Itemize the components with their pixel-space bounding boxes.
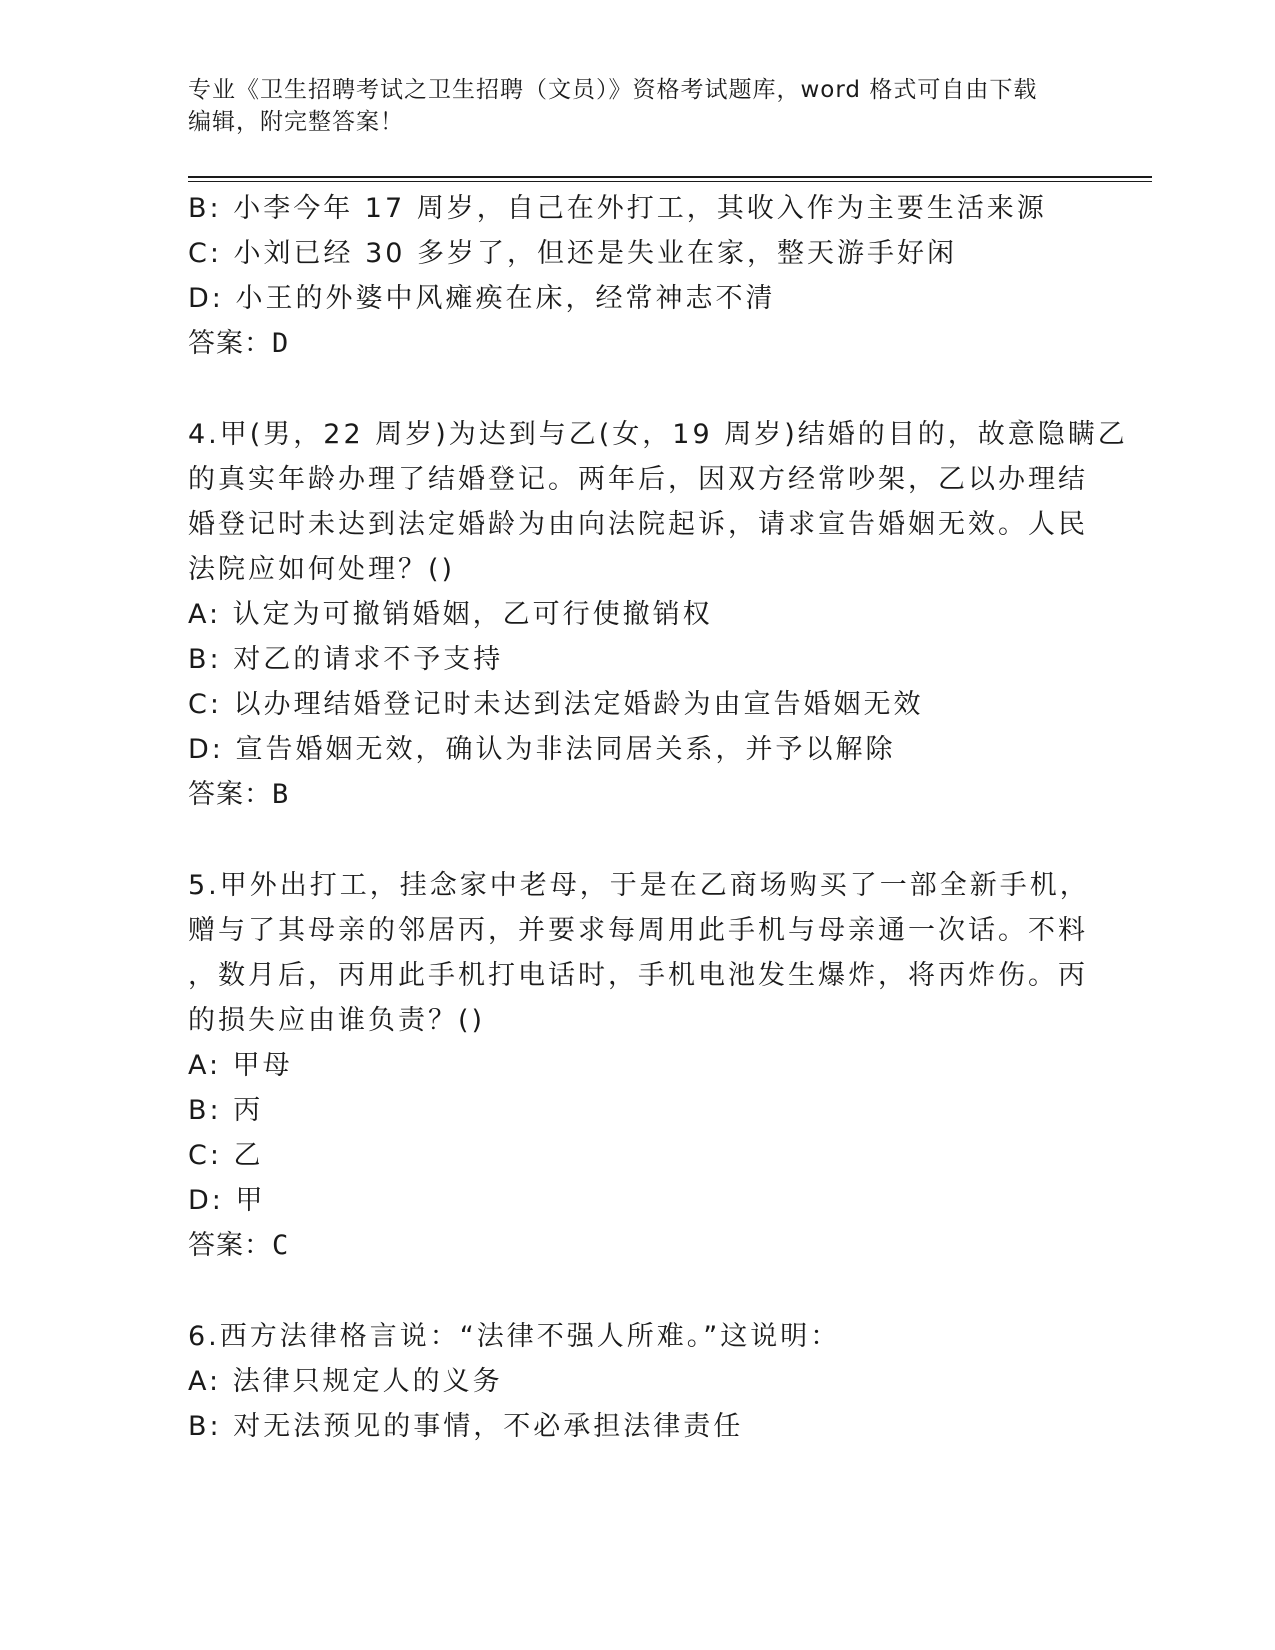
q4-answer: [188, 772, 1068, 817]
spacer: [188, 366, 1068, 412]
q4-stem-line-4: 法院应如何处理？(): [188, 554, 456, 585]
q4-option-a: A: 认定为可撤销婚姻，乙可行使撤销权: [188, 599, 713, 630]
q5-answer-label: 答案：: [188, 1230, 272, 1261]
q3-option-d: D: 小王的外婆中风瘫痪在床，经常神志不清: [188, 283, 776, 314]
q4-stem-line-2: 的真实年龄办理了结婚登记。两年后，因双方经常吵架，乙以办理结: [188, 464, 1088, 495]
q5-option-b: B: 丙: [188, 1095, 264, 1126]
q5-answer-value: C: [272, 1230, 290, 1261]
q6-option-b: B: 对无法预见的事情，不必承担法律责任: [188, 1411, 744, 1442]
q3-answer-value: D: [272, 328, 290, 359]
q5-stem-line-2: 赠与了其母亲的邻居丙，并要求每周用此手机与母亲通一次话。不料: [188, 915, 1088, 946]
q3-answer: [188, 321, 1068, 366]
q5-stem-line-3: ，数月后，丙用此手机打电话时，手机电池发生爆炸，将丙炸伤。丙: [188, 960, 1088, 991]
q4-option-b: B: 对乙的请求不予支持: [188, 644, 504, 675]
q5-stem-line-1: 5.甲外出打工，挂念家中老母，于是在乙商场购买了一部全新手机，: [188, 870, 1090, 901]
q4-option-c: C: 以办理结婚登记时未达到法定婚龄为由宣告婚姻无效: [188, 689, 924, 720]
q4-option-d: D: 宣告婚姻无效，确认为非法同居关系，并予以解除: [188, 734, 896, 765]
q3-option-b: B: 小李今年 17 周岁，自己在外打工，其收入作为主要生活来源: [188, 193, 1047, 224]
q5-stem-line-4: 的损失应由谁负责？(): [188, 1005, 486, 1036]
q4-stem-line-3: 婚登记时未达到法定婚龄为由向法院起诉，请求宣告婚姻无效。人民: [188, 509, 1088, 540]
q6-option-a: A: 法律只规定人的义务: [188, 1366, 503, 1397]
q5-option-d: D: 甲: [188, 1185, 266, 1216]
q4-answer-label: 答案：: [188, 779, 272, 810]
q5-option-a: A: 甲母: [188, 1050, 293, 1081]
header-line-1: 专业《卫生招聘考试之卫生招聘（文员）》资格考试题库，word 格式可自由下载: [188, 77, 1038, 103]
header-divider-thick: [188, 176, 1152, 178]
question-list: [188, 186, 1128, 1449]
document-header: [188, 74, 1088, 138]
q6-stem-line-1: 6.西方法律格言说：“法律不强人所难。”这说明：: [188, 1321, 841, 1352]
question-5: [188, 863, 1090, 1268]
question-3: [188, 186, 1068, 366]
q4-stem-line-1: 4.甲(男，22 周岁)为达到与乙(女，19 周岁)结婚的目的，故意隐瞒乙: [188, 419, 1128, 450]
question-4: [188, 412, 1128, 817]
q4-answer-value: B: [272, 779, 290, 810]
q5-option-c: C: 乙: [188, 1140, 264, 1171]
q5-answer: [188, 1223, 1068, 1268]
q3-answer-label: 答案：: [188, 328, 272, 359]
question-6: [188, 1314, 1068, 1449]
q3-option-c: C: 小刘已经 30 多岁了，但还是失业在家，整天游手好闲: [188, 238, 958, 269]
spacer: [188, 817, 1068, 863]
spacer: [188, 1268, 1068, 1314]
header-line-2: 编辑，附完整答案！: [188, 109, 404, 135]
header-divider-thin: [188, 181, 1152, 182]
